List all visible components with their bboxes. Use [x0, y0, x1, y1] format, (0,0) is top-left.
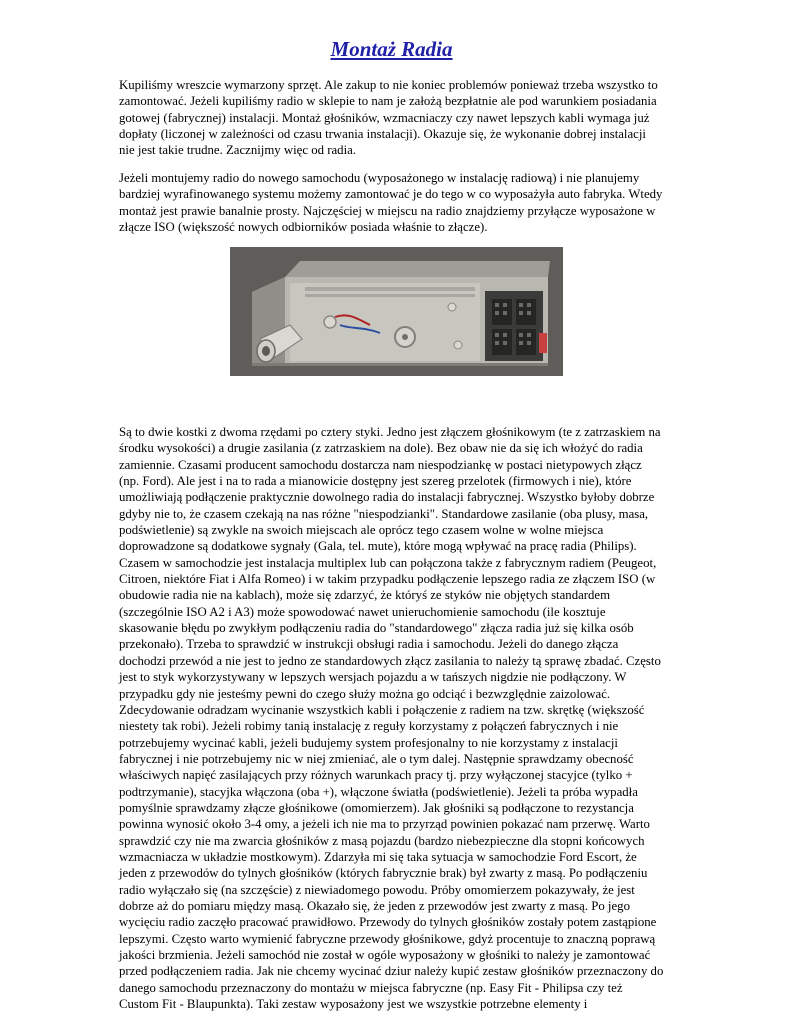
title-link[interactable]: Montaż Radia	[330, 37, 453, 61]
wiring-details-paragraph: Są to dwie kostki z dwoma rzędami po cztery styki. Jedno jest złączem głośnikowym (te z zatrzaskiem na środku wysokości) a drugie zasilania (z zatrzaskiem na dole). Bez obaw nie da się ich włożyć do radia zamiennie. Czasami producent samochodu dostarcza nam niespodziankę w postaci nietypowych złącz (np. Ford). Ale jest i na to rada a mianowicie dostępny jest szereg przelotek (firmowych i nie), które umożliwiają podłączenie praktycznie dowolnego radia do instalacji fabrycznej. Wszystko byłoby dobrze gdyby nie to, że czasem czekają na nas różne "niespodzianki". Standardowe zasilanie (oba plusy, masa, podświetlenie) są zwykle na swoich miejscach ale oprócz tego czasem wolne w wolne miejsca doprowadzone są dodatkowe sygnały (Gala, tel. mute), które mogą wpływać na pracę radia (Philips). Czasem w samochodzie jest instalacja multiplex lub can połączona także z fabrycznym radiem (Peugeot, Citroen, niektóre Fiat i Alfa Romeo) i w takim przypadku podłączenie lepszego radia ze złączem ISO (w obudowie radia nie na kablach), może się zdarzyć, że któryś ze styków nie objętych standardem (szczególnie ISO A2 i A3) może spowodować nawet unieruchomienie samochodu (ile kosztuje skasowanie błędu po zwykłym podłączeniu radia do "standardowego" złącza radia już się kilka osób przekonało). Trzeba to sprawdzić w instrukcji obsługi radia i samochodu. Jeżeli do danego złącza dochodzi przewód a nie jest to jedno ze standardowych złącz zasilania to należy tą sprawę zbadać. Często jest to styk wykorzystywany w lepszych wersjach pojazdu a w tańszych nigdzie nie podłączony. W przypadku gdy nie jesteśmy pewni do czego służy można go odciąć i bezwzględnie zaizolować. Zdecydowanie odradzam wycinanie wszystkich kabli i połączenie z radiem na tzw. skrętkę (większość niestety tak robi). Jeżeli robimy tanią instalację z reguły korzystamy z połączeń fabrycznych i nie potrzebujemy wycinać kabli, jeżeli budujemy system profesjonalny to nie korzystamy z instalacji fabrycznej i nie potrzebujemy nic w niej zmieniać, ale o tym dalej. Następnie sprawdzamy obecność właściwych napięć zasilających przy różnych warunkach pracy tj. przy wyłączonej stacyjce (tylko + podtrzymanie), stacyjka włączona (oba +), włączone światła (podświetlenie). Jeżeli ta próba wypadła pomyślnie sprawdzamy złącze głośnikowe (omomierzem). Jak głośniki są podłączone to rezystancja powinna wynosić około 3-4 omy, a jeżeli ich nie ma to przyrząd powinien pokazać nam przerwę. Warto sprawdzić czy nie ma zwarcia głośników z masą pojazdu (bardzo niebezpieczne dla stopni końcowych wzmacniacza w układzie mostkowym). Zdarzyła mi się taka sytuacja w samochodzie Ford Escort, że jeden z przewodów do tylnych głośników (których fabrycznie brak) był zwarty z masą. Po podłączeniu radio wyłączało się (na szczęście) z niewiadomego powodu. Próby omomierzem pokazywały, że jest dobrze aż do pomiaru między masą. Okazało się, że jeden z przewodów jest zwarty z masą. Po jego wycięciu radio zaczęło pracować prawidłowo. Przewody do tylnych głośników zostały potem zastąpione lepszymi. Często warto wymienić fabryczne przewody głośnikowe, gdyż procentuje to znaczną poprawą jakości brzmienia. Jeżeli samochód nie został w ogóle wyposażony w głośniki to należy je zamontować przed podłączeniem radia. Jak nie chcemy wycinać dziur należy kupić zestaw głośników przeznaczony do danego samochodu przeznaczony do montażu w miejsca fabryczne (np. Easy Fit - Philipsa czy też Custom Fit - Blaupunkta). Taki zestaw wyposażony jest we wszystkie potrzebne elementy i	[119, 425, 664, 1012]
iso-connector-paragraph: Jeżeli montujemy radio do nowego samochodu (wyposażonego w instalację radiową) i nie planujemy bardziej wyrafinowanego systemu możemy zamontować je do tego w co wyposażyła auto fabryka. Wtedy montaż jest prawie banalnie prosty. Najczęściej w miejscu na radio znajdziemy przyłącze wyposażone w złącze ISO (większość nowych odbiorników posiada właśnie to złącze).	[119, 171, 663, 235]
red-label	[539, 333, 547, 353]
intro-paragraph: Kupiliśmy wreszcie wymarzony sprzęt. Ale zakup to nie koniec problemów ponieważ trzeba wszystko to zamontować. Jeżeli kupiliśmy radio w sklepie to nam je założą bezpłatnie ale pod warunkiem posiadania gotowej (fabrycznej) instalacji. Montaż głośników, wzmacniaczy czy nawet lepszych kabli wymaga już dopłaty (liczonej w zależności od czasu trwania instalacji). Okazuje się, że wykonanie dobrej instalacji nie jest takie trudne. Zacznijmy więc od radia.	[119, 78, 658, 158]
car-radio-illustration	[230, 247, 563, 376]
document-page	[119, 0, 664, 1012]
page-title	[119, 37, 664, 61]
car-radio-photo	[230, 247, 563, 376]
